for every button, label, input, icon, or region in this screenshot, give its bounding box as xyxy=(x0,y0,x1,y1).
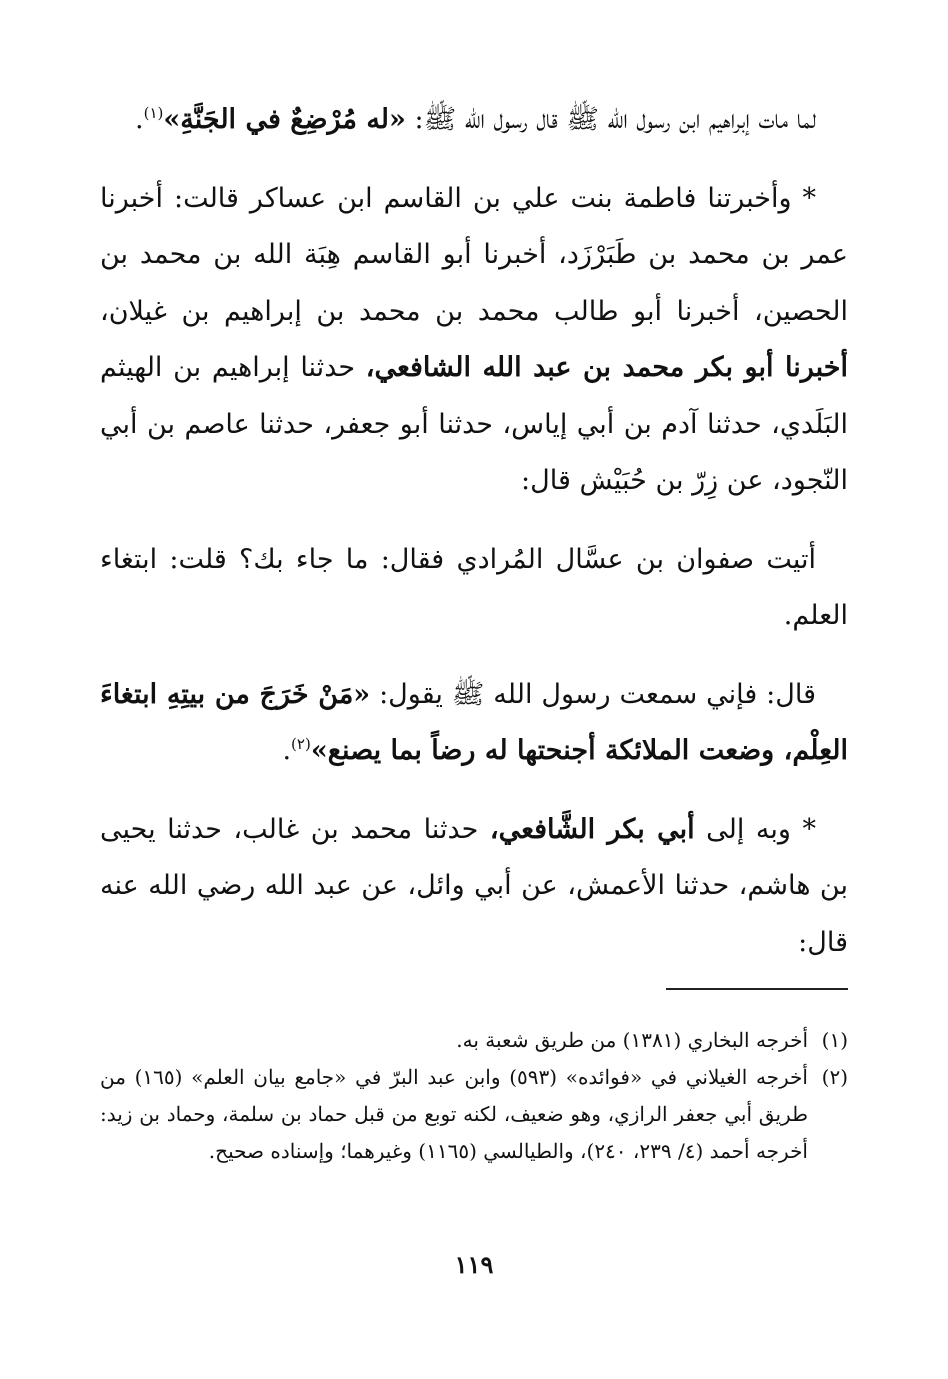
text-segment: * وبه إلى xyxy=(694,813,816,845)
hadith-text: «مَنْ خَرَجَ من بيتِهِ ابتغاءَ العِلْم، وضعت الملائكة أجنحتها له رضاً بما يصنع» xyxy=(100,678,848,766)
footnote-number: (٢) xyxy=(821,1065,848,1089)
paragraph-1 xyxy=(100,92,848,149)
footnote-ref-2: (٢) xyxy=(291,735,311,753)
text-segment: * وأخبرتنا فاطمة بنت علي بن القاسم ابن عساكر قالت: أخبرنا عمر بن محمد بن طَبَرْزَد، أخبرنا أبو القاسم هِبَة الله بن محمد بن الحصين، أخبرنا أبو طالب محمد بن محمد بن إبراهيم بن غيلان، xyxy=(100,182,848,327)
page-number: ١١٩ xyxy=(454,1250,494,1279)
main-text xyxy=(100,92,848,993)
text-segment: . xyxy=(135,104,144,135)
text-segment: قال: فإني سمعت رسول الله ﷺ يقول: xyxy=(370,678,817,710)
paragraph-5 xyxy=(100,802,848,972)
text-segment: . xyxy=(282,735,292,766)
footnote-text: أخرجه البخاري (١٣٨١) من طريق شعبة به. xyxy=(456,1028,808,1052)
bold-narrator: أبي بكر الشَّافعي، xyxy=(489,813,695,845)
text-segment: حدثنا محمد بن غالب، حدثنا يحيى بن هاشم، حدثنا الأعمش، عن أبي وائل، عن عبد الله رضي الله عنه قال: xyxy=(100,813,848,958)
footnotes xyxy=(100,1022,848,1170)
hadith-text: «له مُرْضِعٌ في الجَنَّةِ» xyxy=(163,104,406,135)
footnote-ref-1: (١) xyxy=(143,104,164,122)
text-segment: لما مات إبراهيم ابن رسول الله ﷺ قال رسول الله ﷺ: xyxy=(405,104,816,135)
text-segment: حدثنا إبراهيم بن الهيثم البَلَدي، حدثنا آدم بن أبي إياس، حدثنا أبو جعفر، حدثنا عاصم بن أبي النّجود، عن زِرّ بن حُبَيْش قال: xyxy=(100,352,848,496)
footnote-1 xyxy=(100,1022,848,1059)
text-segment: أتيت صفوان بن عسَّال المُرادي فقال: ما جاء بك؟ قلت: ابتغاء العلم. xyxy=(100,543,848,631)
footnote-divider xyxy=(666,988,848,990)
paragraph-2 xyxy=(100,171,848,510)
bold-narrator: أخبرنا أبو بكر محمد بن عبد الله الشافعي، xyxy=(365,352,848,383)
footnote-number: (١) xyxy=(821,1028,848,1052)
footnote-2 xyxy=(100,1059,848,1170)
paragraph-4 xyxy=(100,667,848,780)
paragraph-3 xyxy=(100,532,848,645)
footnote-text: أخرجه الغيلاني في «فوائده» (٥٩٣) وابن عبد البرّ في «جامع بيان العلم» (١٦٥) من طريق أبي جعفر الرازي، وهو ضعيف، لكنه توبع من قبل حماد بن سلمة، وحماد بن زيد: أخرجه أحمد (٤/ ٢٣٩، ٢٤٠)، والطيالسي (١١٦٥) وغيرهما؛ وإسناده صحيح. xyxy=(100,1065,808,1163)
